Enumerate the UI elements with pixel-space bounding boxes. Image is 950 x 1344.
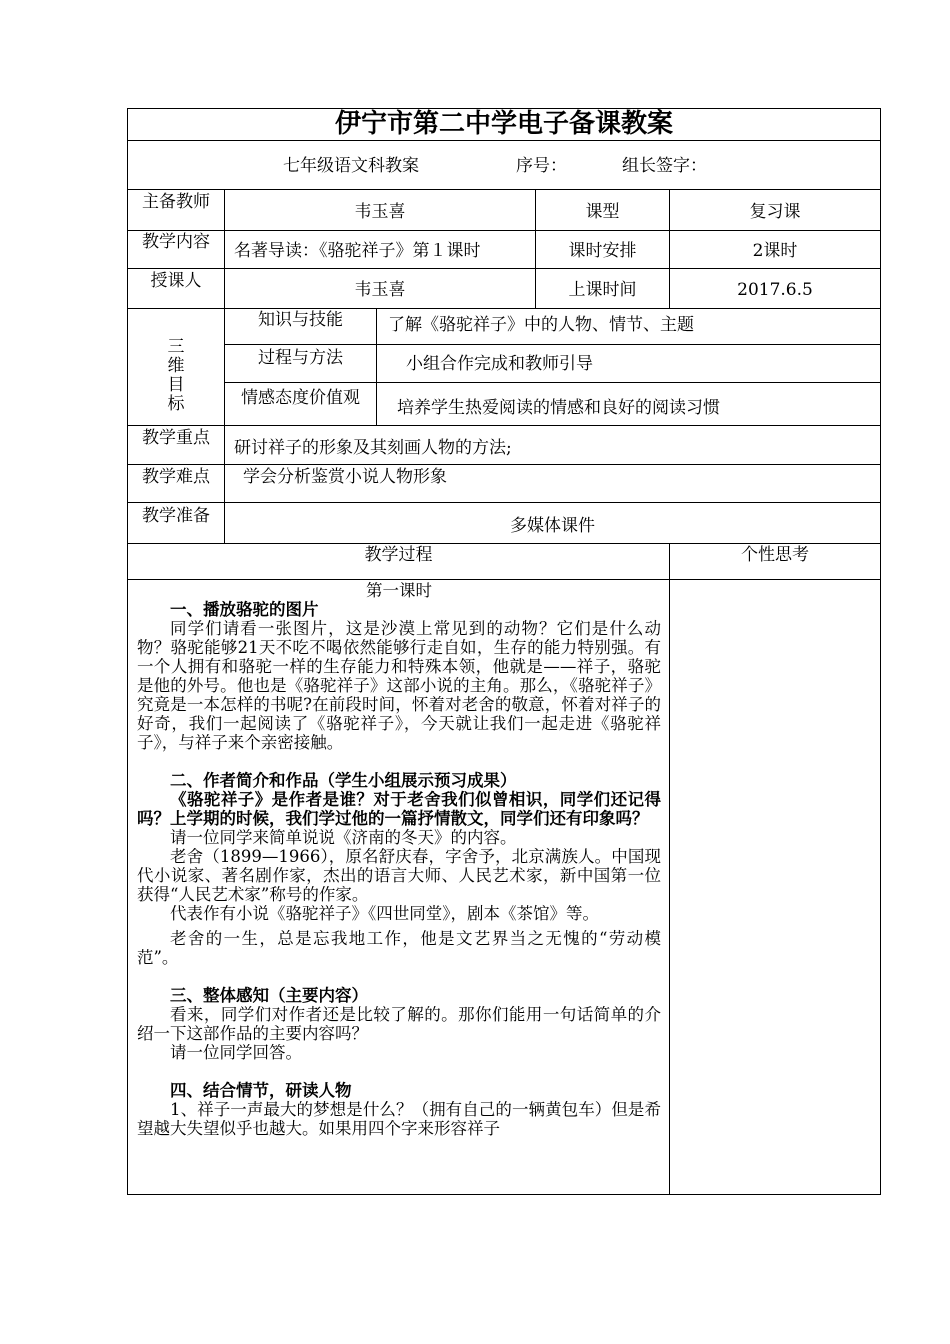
- date-value: 2017.6.5: [737, 280, 813, 300]
- paragraph: 请一位同学来简单说说《济南的冬天》的内容。: [170, 828, 517, 847]
- table-line: [127, 464, 881, 465]
- table-line: [127, 268, 881, 269]
- emotion-value: 培养学生热爱阅读的情感和良好的阅读习惯: [397, 398, 720, 418]
- schedule-label: 课时安排: [568, 241, 637, 261]
- lecturer-label: 授课人: [150, 271, 202, 291]
- paragraph: 同学们请看一张图片，这是沙漠上常见到的动物？它们是什么动物？骆驼能够21天不吃不喝依然能够行走自如，生存的能力特别强。有一个人拥有和骆驼一样的生存能力和特殊本领，他就是——祥子，骆驼是他的外号。他也是《骆驼祥子》这部小说的主角。那么，《骆驼祥子》究竟是一本怎样的书呢?在前段时间，怀着对老舍的敬意，怀着对祥子的好奇，我们一起阅读了《骆驼祥子》，今天就让我们一起走进《骆驼祥子》，与祥子来个亲密接触。: [137, 619, 661, 752]
- goals-label-char: 维: [167, 356, 185, 376]
- document-title: 伊宁市第二中学电子备课教案: [334, 109, 673, 139]
- date-label: 上课时间: [568, 280, 637, 300]
- spacer: [137, 1062, 661, 1081]
- table-line: [880, 108, 881, 1195]
- section-heading: 三、整体感知（主要内容）: [170, 986, 368, 1005]
- lesson-type-label: 课型: [585, 202, 620, 222]
- table-line: [127, 140, 881, 141]
- teaching-process-header: 教学过程: [364, 545, 433, 565]
- table-line: [127, 189, 881, 190]
- preparation-value: 多媒体课件: [510, 516, 595, 536]
- personal-thoughts-header: 个性思考: [741, 545, 809, 565]
- paragraph: 老舍的一生，总是忘我地工作，他是文艺界当之无愧的“劳动模范”。: [137, 929, 661, 967]
- paragraph: 请一位同学回答。: [170, 1043, 302, 1062]
- teacher-value: 韦玉喜: [354, 202, 406, 222]
- teaching-process-content: [137, 581, 661, 1138]
- table-line: [127, 543, 881, 544]
- spacer: [137, 752, 661, 771]
- knowledge-label: 知识与技能: [258, 310, 343, 330]
- process-method-value: 小组合作完成和教师引导: [406, 354, 593, 374]
- paragraph: 《骆驼祥子》是作者是谁？对于老舍我们似曾相识，同学们还记得吗？上学期的时候，我们学过他的一篇抒情散文，同学们还有印象吗？: [137, 790, 661, 828]
- sequence-label: 序号：: [516, 156, 567, 176]
- table-line: [127, 502, 881, 503]
- goals-label: [128, 338, 224, 414]
- table-line: [127, 579, 881, 580]
- table-line: [127, 230, 881, 231]
- emotion-label: 情感态度价值观: [241, 388, 360, 408]
- leader-signature-label: 组长签字：: [622, 156, 707, 176]
- section-heading: 一、播放骆驼的图片: [170, 600, 319, 619]
- difficulty-value: 学会分析鉴赏小说人物形象: [243, 467, 447, 487]
- content-label: 教学内容: [142, 232, 210, 252]
- table-line: [224, 344, 881, 345]
- goals-label-char: 标: [167, 394, 185, 414]
- difficulty-label: 教学难点: [142, 467, 210, 487]
- goals-label-char: 目: [167, 375, 185, 395]
- paragraph: 老舍（1899—1966），原名舒庆春，字舍予，北京满族人。中国现代小说家、著名剧作家，杰出的语言大师、人民艺术家，新中国第一位获得“人民艺术家”称号的作家。: [137, 847, 661, 904]
- teacher-label: 主备教师: [142, 192, 210, 212]
- paragraph: 看来，同学们对作者还是比较了解的。那你们能用一句话简单的介绍一下这部作品的主要内容吗？: [137, 1005, 661, 1043]
- process-method-label: 过程与方法: [258, 348, 343, 368]
- key-point-value: 研讨祥子的形象及其刻画人物的方法;: [234, 438, 512, 458]
- lesson-type-value: 复习课: [749, 202, 801, 222]
- table-line: [224, 382, 881, 383]
- goals-label-char: 三: [167, 337, 185, 357]
- lesson-heading: 第一课时: [366, 581, 432, 600]
- paragraph: 1、祥子一声最大的梦想是什么？（拥有自己的一辆黄包车）但是希望越大失望似乎也越大。如果用四个字来形容祥子: [137, 1100, 661, 1138]
- preparation-label: 教学准备: [142, 506, 210, 526]
- key-point-label: 教学重点: [142, 428, 210, 448]
- section-heading: 二、作者简介和作品（学生小组展示预习成果）: [170, 771, 517, 790]
- table-line: [376, 308, 377, 425]
- content-value: 名著导读：《骆驼祥子》第１课时: [234, 241, 481, 261]
- schedule-value: 2课时: [752, 241, 798, 261]
- lecturer-value: 韦玉喜: [354, 280, 406, 300]
- subject-label: 七年级语文科教案: [283, 156, 419, 176]
- section-heading: 四、结合情节，研读人物: [170, 1081, 352, 1100]
- spacer: [137, 967, 661, 986]
- paragraph: 代表作有小说《骆驼祥子》《四世同堂》，剧本《茶馆》等。: [170, 904, 599, 923]
- table-line: [127, 308, 881, 309]
- knowledge-value: 了解《骆驼祥子》中的人物、情节、主题: [388, 315, 694, 335]
- table-line: [127, 425, 881, 426]
- table-line: [127, 1194, 881, 1195]
- table-line: [669, 543, 670, 1194]
